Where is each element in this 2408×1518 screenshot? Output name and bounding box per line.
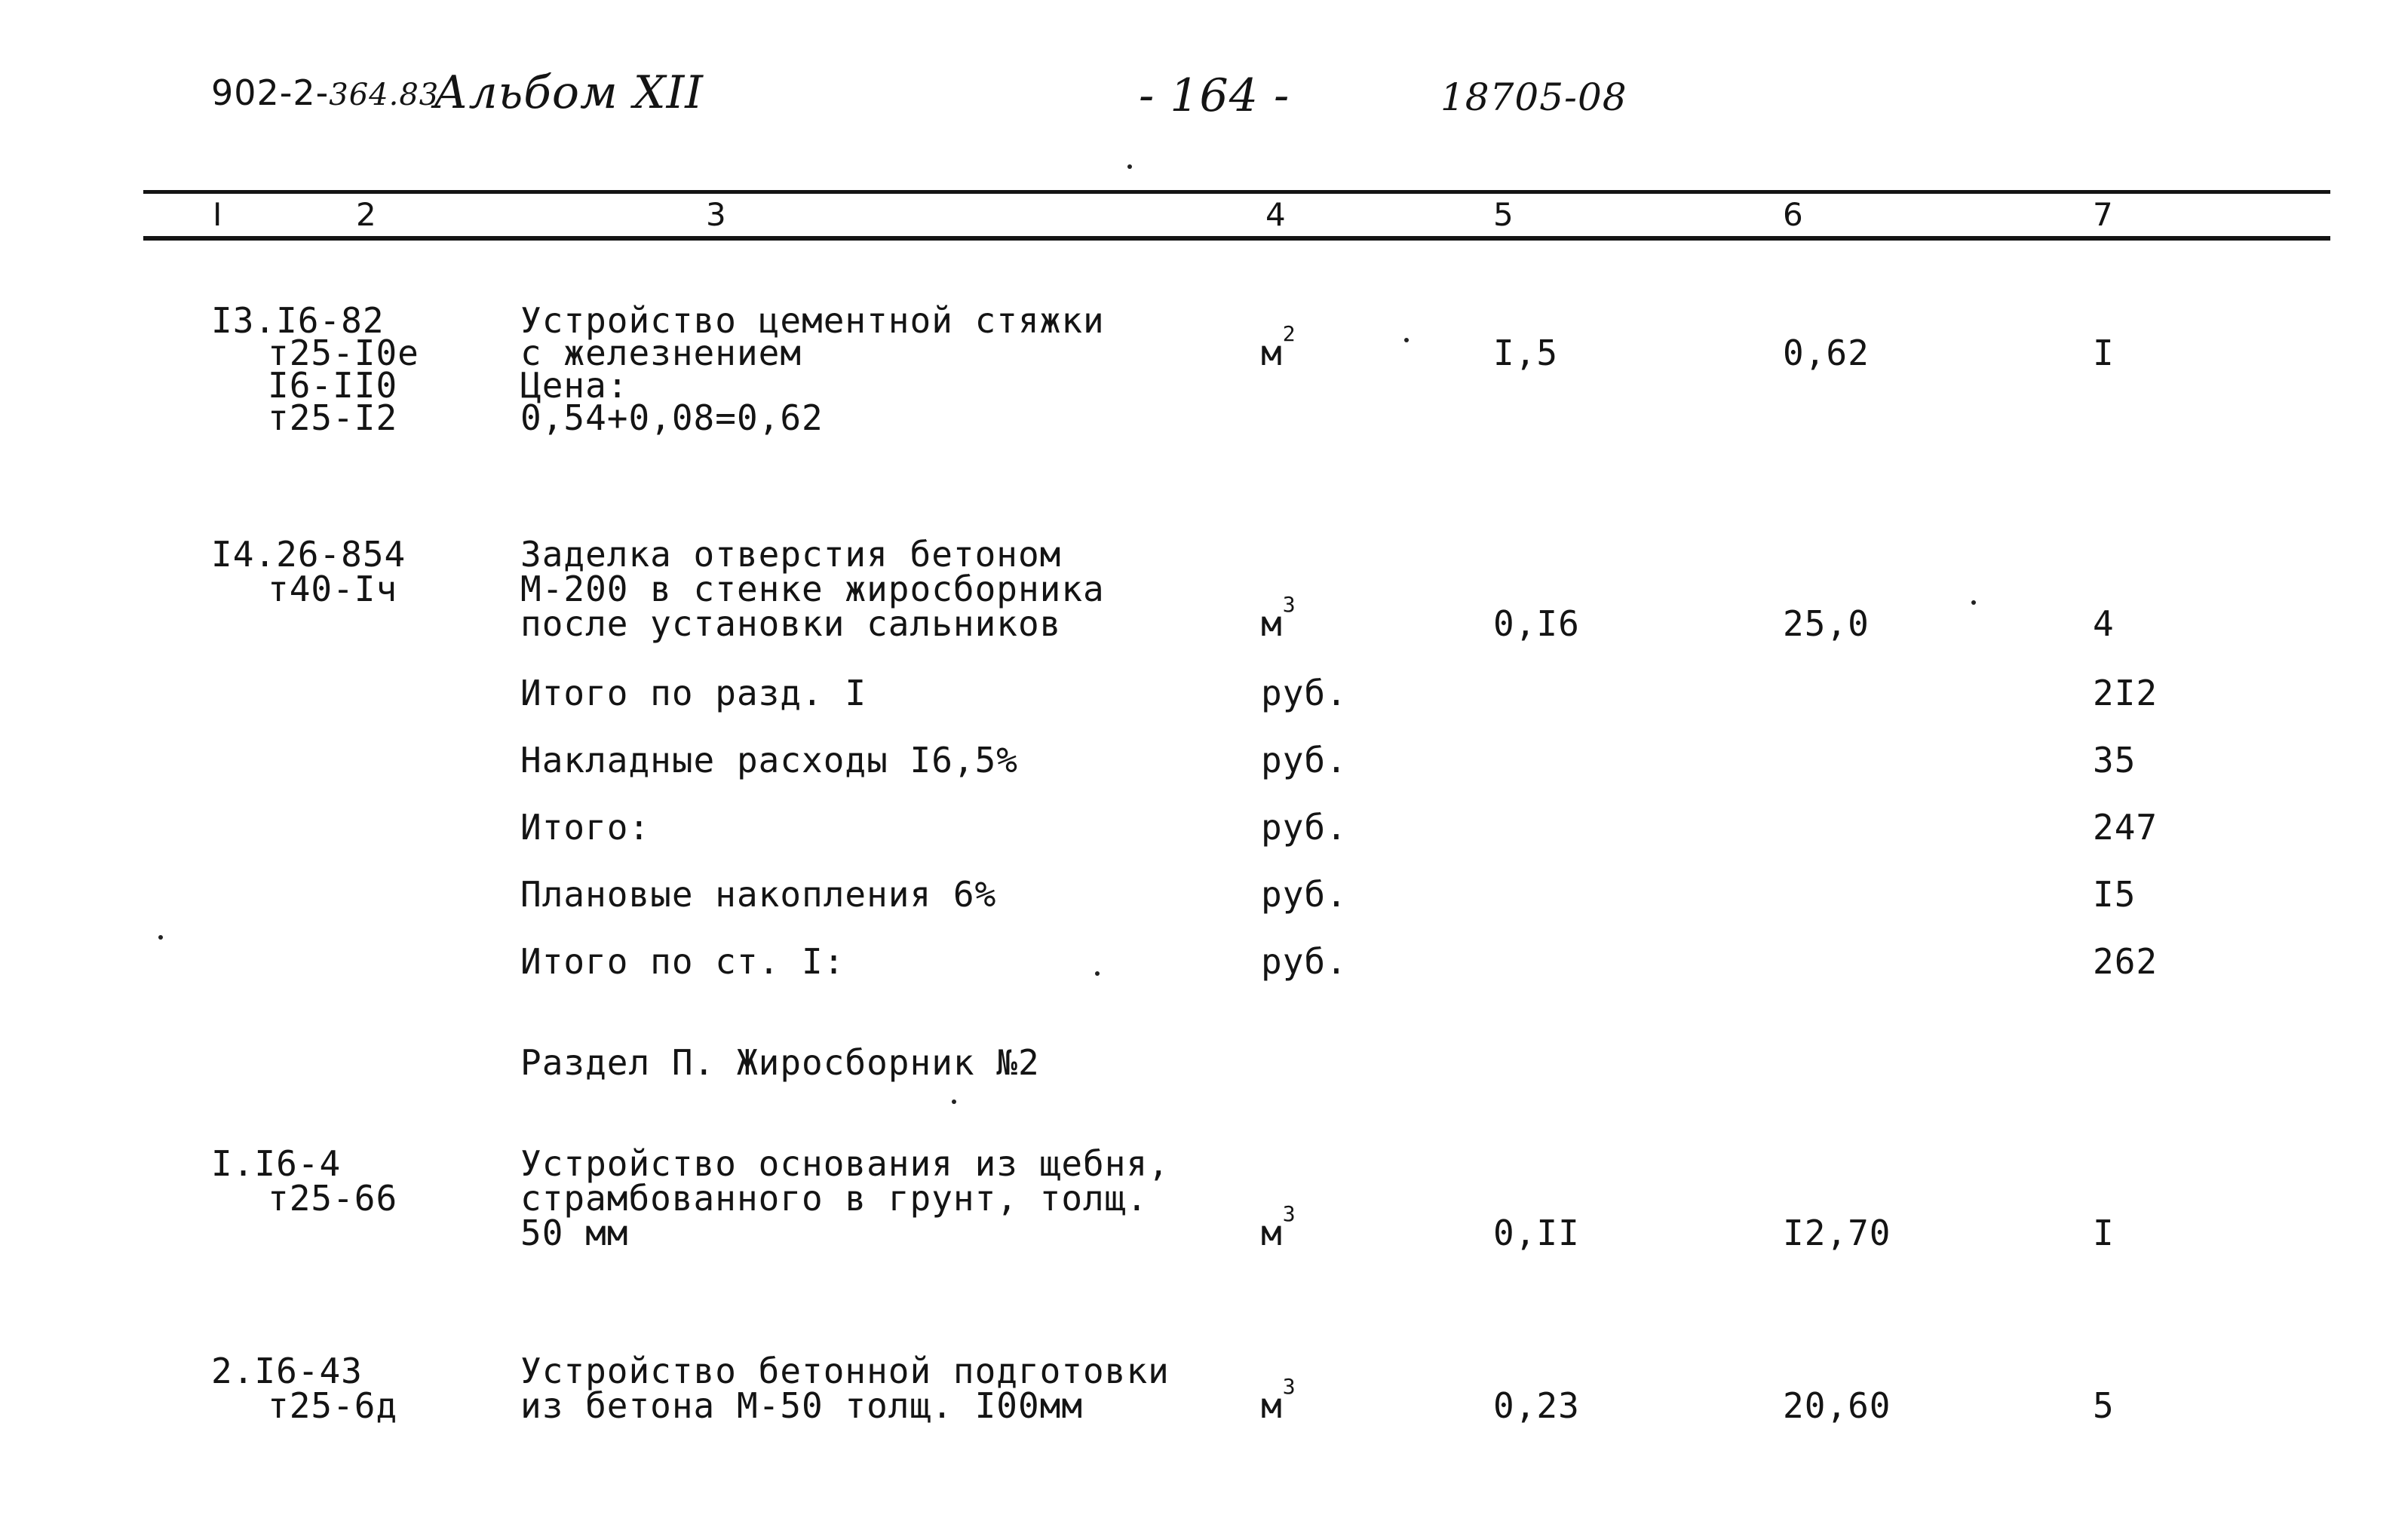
total-unit: руб.	[1261, 740, 1348, 780]
row-description-line: страмбованного в грунт, толщ.	[520, 1178, 1149, 1219]
unit-symbol: м	[1261, 333, 1283, 373]
row-code-number: I4.26-854	[211, 534, 406, 575]
column-header-1: I	[213, 196, 222, 233]
column-header-6: 6	[1783, 196, 1803, 233]
total-label: Итого по разд. I	[520, 673, 867, 713]
row-description-line: Устройство основания из щебня,	[520, 1143, 1170, 1184]
total-label: Плановые накопления 6%	[520, 874, 997, 915]
column-header-3: 3	[706, 196, 726, 233]
row-cost: I	[2093, 333, 2115, 373]
total-unit: руб.	[1261, 673, 1348, 713]
total-label: Итого:	[520, 807, 651, 848]
row-description-line: Цена:	[520, 365, 629, 406]
row-unit	[1261, 1201, 1296, 1253]
inventory-number: 18705-08	[1440, 75, 1627, 119]
document-code	[211, 69, 439, 115]
unit-power: 2	[1282, 320, 1296, 346]
row-description-line: Заделка отверстия бетоном	[520, 534, 1062, 575]
row-cost: 5	[2093, 1385, 2115, 1426]
row-price: 25,0	[1783, 603, 1870, 644]
unit-power: 3	[1282, 1373, 1296, 1399]
page-number: - 164 -	[1139, 69, 1290, 122]
total-label: Накладные расходы I6,5%	[520, 740, 1018, 780]
row-code-norm: т25-66	[268, 1178, 398, 1219]
unit-power: 3	[1282, 591, 1296, 617]
row-price: 0,62	[1783, 333, 1870, 373]
row-code-norm-extra: т25-I2	[268, 397, 398, 438]
header-bottom-rule	[143, 236, 2330, 241]
row-unit	[1261, 320, 1296, 373]
column-header-7: 7	[2093, 196, 2113, 233]
speck	[1127, 164, 1132, 169]
unit-symbol: м	[1261, 1213, 1283, 1253]
row-quantity: 0,I6	[1493, 603, 1580, 644]
row-quantity: I,5	[1493, 333, 1559, 373]
total-value: 35	[2093, 740, 2137, 780]
top-rule	[143, 190, 2330, 194]
unit-symbol: м	[1261, 1385, 1283, 1426]
total-unit: руб.	[1261, 874, 1348, 915]
row-code-norm: т25-I0е	[268, 333, 419, 373]
row-description-line: Устройство бетонной подготовки	[520, 1351, 1170, 1391]
row-quantity: 0,23	[1493, 1385, 1580, 1426]
speck	[1404, 338, 1409, 342]
column-header-5: 5	[1493, 196, 1514, 233]
total-value: 262	[2093, 941, 2158, 982]
row-description-line: 50 мм	[520, 1213, 629, 1253]
total-label: Итого по ст. I:	[520, 941, 845, 982]
unit-symbol: м	[1261, 603, 1283, 644]
row-description-line: 0,54+0,08=0,62	[520, 397, 824, 438]
row-description-line: Устройство цементной стяжки	[520, 300, 1105, 341]
row-code-norm: т25-6д	[268, 1385, 398, 1426]
column-header-2: 2	[356, 196, 376, 233]
row-description-line: с железнением	[520, 333, 802, 373]
total-value: 2I2	[2093, 673, 2158, 713]
section-title: Раздел П. Жиросборник №2	[520, 1042, 1040, 1083]
album-number: Альбом XII	[434, 66, 704, 119]
row-description-line: М-200 в стенке жиросборника	[520, 569, 1105, 609]
total-unit: руб.	[1261, 807, 1348, 848]
total-value: 247	[2093, 807, 2158, 848]
unit-power: 3	[1282, 1201, 1296, 1226]
column-header-4: 4	[1265, 196, 1286, 233]
row-unit	[1261, 591, 1296, 644]
speck	[952, 1099, 956, 1104]
row-code-number: I.I6-4	[211, 1143, 342, 1184]
total-value: I5	[2093, 874, 2137, 915]
speck	[1095, 971, 1100, 976]
row-code-norm: т40-Iч	[268, 569, 398, 609]
row-quantity: 0,II	[1493, 1213, 1580, 1253]
speck	[1971, 600, 1976, 605]
row-cost: 4	[2093, 603, 2115, 644]
row-code-number: I3.I6-82	[211, 300, 385, 341]
row-code-number: 2.I6-43	[211, 1351, 363, 1391]
document-code-handwritten: 364.83	[329, 78, 440, 112]
row-price: 20,60	[1783, 1385, 1891, 1426]
row-description-line: после установки сальников	[520, 603, 1062, 644]
document-code-typed: 902-2-	[211, 72, 330, 113]
row-unit	[1261, 1373, 1296, 1426]
row-cost: I	[2093, 1213, 2115, 1253]
row-description-line: из бетона М-50 толщ. I00мм	[520, 1385, 1084, 1426]
row-code-extra: I6-II0	[268, 365, 398, 406]
speck	[158, 935, 163, 940]
total-unit: руб.	[1261, 941, 1348, 982]
row-price: I2,70	[1783, 1213, 1891, 1253]
